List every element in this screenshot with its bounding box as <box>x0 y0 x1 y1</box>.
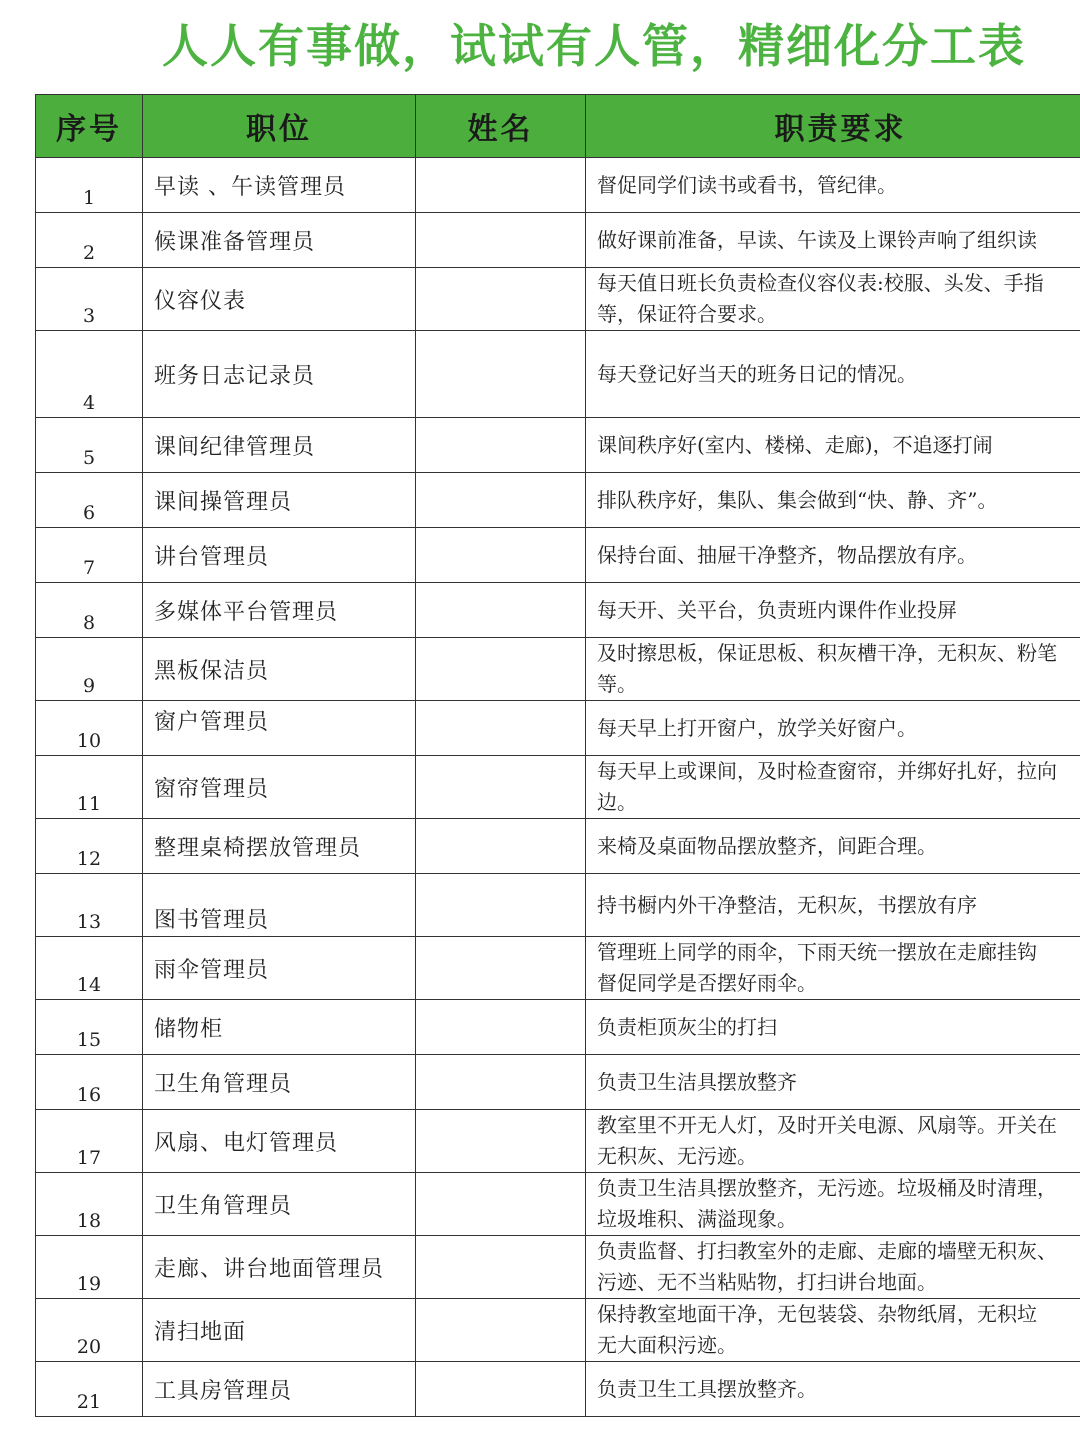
table-row <box>36 213 1080 268</box>
name-cell[interactable] <box>416 418 586 473</box>
table-row <box>36 1055 1080 1110</box>
row-number: 6 <box>36 473 143 528</box>
position-cell: 工具房管理员 <box>143 1362 416 1417</box>
row-number: 8 <box>36 583 143 638</box>
row-number: 5 <box>36 418 143 473</box>
table-row <box>36 874 1080 937</box>
row-number: 12 <box>36 819 143 874</box>
duty-line: 及时擦思板，保证思板、积灰槽干净，无积灰、粉笔 <box>597 641 1057 665</box>
row-number: 17 <box>36 1110 143 1173</box>
duty-cell <box>586 819 1080 874</box>
name-cell[interactable] <box>416 701 586 756</box>
row-number: 11 <box>36 756 143 819</box>
duty-cell <box>586 1055 1080 1110</box>
duty-line: 来椅及桌面物品摆放整齐，间距合理。 <box>597 833 937 858</box>
table-row <box>36 158 1080 213</box>
row-number: 20 <box>36 1299 143 1362</box>
table-row <box>36 418 1080 473</box>
duty-cell <box>586 1299 1080 1362</box>
row-number: 18 <box>36 1173 143 1236</box>
row-number: 13 <box>36 874 143 937</box>
name-cell[interactable] <box>416 268 586 331</box>
duty-cell <box>586 1110 1080 1173</box>
position-cell: 课间纪律管理员 <box>143 418 416 473</box>
duty-line: 每天早上或课间，及时检查窗帘，并绑好扎好，拉向 <box>597 759 1057 783</box>
page-title: 人人有事做，试试有人管，精细化分工表 <box>162 19 1026 73</box>
duty-cell <box>586 874 1080 937</box>
duty-cell <box>586 701 1080 756</box>
duty-line: 等。 <box>597 672 637 696</box>
duty-line: 教室里不开无人灯，及时开关电源、风扇等。开关在 <box>597 1113 1057 1137</box>
row-number: 9 <box>36 638 143 701</box>
position-cell: 班务日志记录员 <box>143 331 416 418</box>
position-cell: 窗帘管理员 <box>143 756 416 819</box>
duty-cell <box>586 331 1080 418</box>
duty-cell <box>586 213 1080 268</box>
duty-line: 保持台面、抽屉干净整齐，物品摆放有序。 <box>597 542 977 567</box>
duty-line: 每天开、关平台，负责班内课件作业投屏 <box>597 597 957 622</box>
duty-cell <box>586 418 1080 473</box>
duty-line: 课间秩序好(室内、楼梯、走廊)，不追逐打闹 <box>597 432 993 457</box>
header-name: 姓名 <box>416 95 586 158</box>
row-number: 21 <box>36 1362 143 1417</box>
position-cell: 候课准备管理员 <box>143 213 416 268</box>
table-row <box>36 756 1080 819</box>
row-number: 14 <box>36 937 143 1000</box>
row-number: 15 <box>36 1000 143 1055</box>
duty-line: 每天登记好当天的班务日记的情况。 <box>597 361 917 386</box>
duty-cell <box>586 473 1080 528</box>
table-row <box>36 819 1080 874</box>
duty-cell <box>586 268 1080 331</box>
name-cell[interactable] <box>416 1362 586 1417</box>
name-cell[interactable] <box>416 1055 586 1110</box>
table-row <box>36 1236 1080 1299</box>
duty-table <box>35 94 1080 1417</box>
duty-line: 负责卫生洁具摆放整齐，无污迹。垃圾桶及时清理， <box>597 1176 1057 1200</box>
name-cell[interactable] <box>416 331 586 418</box>
table-row <box>36 1173 1080 1236</box>
position-cell: 多媒体平台管理员 <box>143 583 416 638</box>
row-number: 2 <box>36 213 143 268</box>
position-cell: 走廊、讲台地面管理员 <box>143 1236 416 1299</box>
table-row <box>36 937 1080 1000</box>
name-cell[interactable] <box>416 1110 586 1173</box>
row-number: 16 <box>36 1055 143 1110</box>
name-cell[interactable] <box>416 1299 586 1362</box>
position-cell: 风扇、电灯管理员 <box>143 1110 416 1173</box>
header-no: 序号 <box>36 95 143 158</box>
name-cell[interactable] <box>416 158 586 213</box>
duty-line: 每天早上打开窗户，放学关好窗户。 <box>597 715 917 740</box>
name-cell[interactable] <box>416 819 586 874</box>
duty-cell <box>586 1173 1080 1236</box>
name-cell[interactable] <box>416 583 586 638</box>
position-cell: 储物柜 <box>143 1000 416 1055</box>
row-number: 19 <box>36 1236 143 1299</box>
duty-line: 负责卫生洁具摆放整齐 <box>597 1069 797 1094</box>
duty-line: 负责卫生工具摆放整齐。 <box>597 1376 817 1401</box>
name-cell[interactable] <box>416 937 586 1000</box>
row-number: 10 <box>36 701 143 756</box>
position-cell: 图书管理员 <box>143 874 416 937</box>
name-cell[interactable] <box>416 473 586 528</box>
duty-cell <box>586 1000 1080 1055</box>
position-cell: 窗户管理员 <box>143 701 416 756</box>
table-row <box>36 701 1080 756</box>
duty-line: 边。 <box>597 790 637 814</box>
table-body <box>36 158 1080 1417</box>
position-cell: 卫生角管理员 <box>143 1173 416 1236</box>
duty-cell <box>586 1362 1080 1417</box>
table-row <box>36 583 1080 638</box>
table-row <box>36 528 1080 583</box>
duty-line: 管理班上同学的雨伞，下雨天统一摆放在走廊挂钩 <box>597 940 1037 964</box>
header-position: 职位 <box>143 95 416 158</box>
row-number: 7 <box>36 528 143 583</box>
duty-line: 负责柜顶灰尘的打扫 <box>597 1014 777 1039</box>
duty-line: 持书橱内外干净整洁，无积灰，书摆放有序 <box>597 892 977 917</box>
duty-cell <box>586 583 1080 638</box>
name-cell[interactable] <box>416 213 586 268</box>
table-row <box>36 473 1080 528</box>
name-cell[interactable] <box>416 1173 586 1236</box>
row-number: 3 <box>36 268 143 331</box>
position-cell: 雨伞管理员 <box>143 937 416 1000</box>
table-row <box>36 1110 1080 1173</box>
duty-line: 等，保证符合要求。 <box>597 302 777 326</box>
duty-cell <box>586 756 1080 819</box>
position-cell: 课间操管理员 <box>143 473 416 528</box>
duty-line: 督促同学们读书或看书，管纪律。 <box>597 172 897 197</box>
duty-line: 垃圾堆积、满溢现象。 <box>597 1207 797 1231</box>
duty-line: 保持教室地面干净，无包装袋、杂物纸屑，无积垃 <box>597 1302 1037 1326</box>
name-cell[interactable] <box>416 1236 586 1299</box>
position-cell: 讲台管理员 <box>143 528 416 583</box>
table-row <box>36 638 1080 701</box>
name-cell[interactable] <box>416 1000 586 1055</box>
table-row <box>36 1000 1080 1055</box>
table-row <box>36 1299 1080 1362</box>
name-cell[interactable] <box>416 756 586 819</box>
duty-line: 做好课前准备，早读、午读及上课铃声响了组织读 <box>597 227 1037 252</box>
duty-cell <box>586 528 1080 583</box>
header-duty: 职责要求 <box>586 95 1080 158</box>
position-cell: 整理桌椅摆放管理员 <box>143 819 416 874</box>
table-row <box>36 1362 1080 1417</box>
name-cell[interactable] <box>416 638 586 701</box>
duty-cell <box>586 158 1080 213</box>
duty-line: 无大面积污迹。 <box>597 1333 737 1357</box>
duty-cell <box>586 937 1080 1000</box>
duty-line: 污迹、无不当粘贴物，打扫讲台地面。 <box>597 1270 937 1294</box>
position-cell: 早读 、午读管理员 <box>143 158 416 213</box>
position-cell: 清扫地面 <box>143 1299 416 1362</box>
duty-line: 负责监督、打扫教室外的走廊、走廊的墙壁无积灰、 <box>597 1239 1057 1263</box>
table-header-row <box>36 95 1080 158</box>
row-number: 4 <box>36 331 143 418</box>
table-row <box>36 331 1080 418</box>
duty-cell <box>586 638 1080 701</box>
duty-line: 督促同学是否摆好雨伞。 <box>597 971 817 995</box>
name-cell[interactable] <box>416 528 586 583</box>
position-cell: 卫生角管理员 <box>143 1055 416 1110</box>
row-number: 1 <box>36 158 143 213</box>
name-cell[interactable] <box>416 874 586 937</box>
duty-cell <box>586 1236 1080 1299</box>
duty-line: 无积灰、无污迹。 <box>597 1144 757 1168</box>
duty-line: 排队秩序好，集队、集会做到“快、静、齐”。 <box>597 487 998 512</box>
table-row <box>36 268 1080 331</box>
duty-line: 每天值日班长负责检查仪容仪表:校服、头发、手指 <box>597 271 1044 295</box>
position-cell: 仪容仪表 <box>143 268 416 331</box>
position-cell: 黑板保洁员 <box>143 638 416 701</box>
